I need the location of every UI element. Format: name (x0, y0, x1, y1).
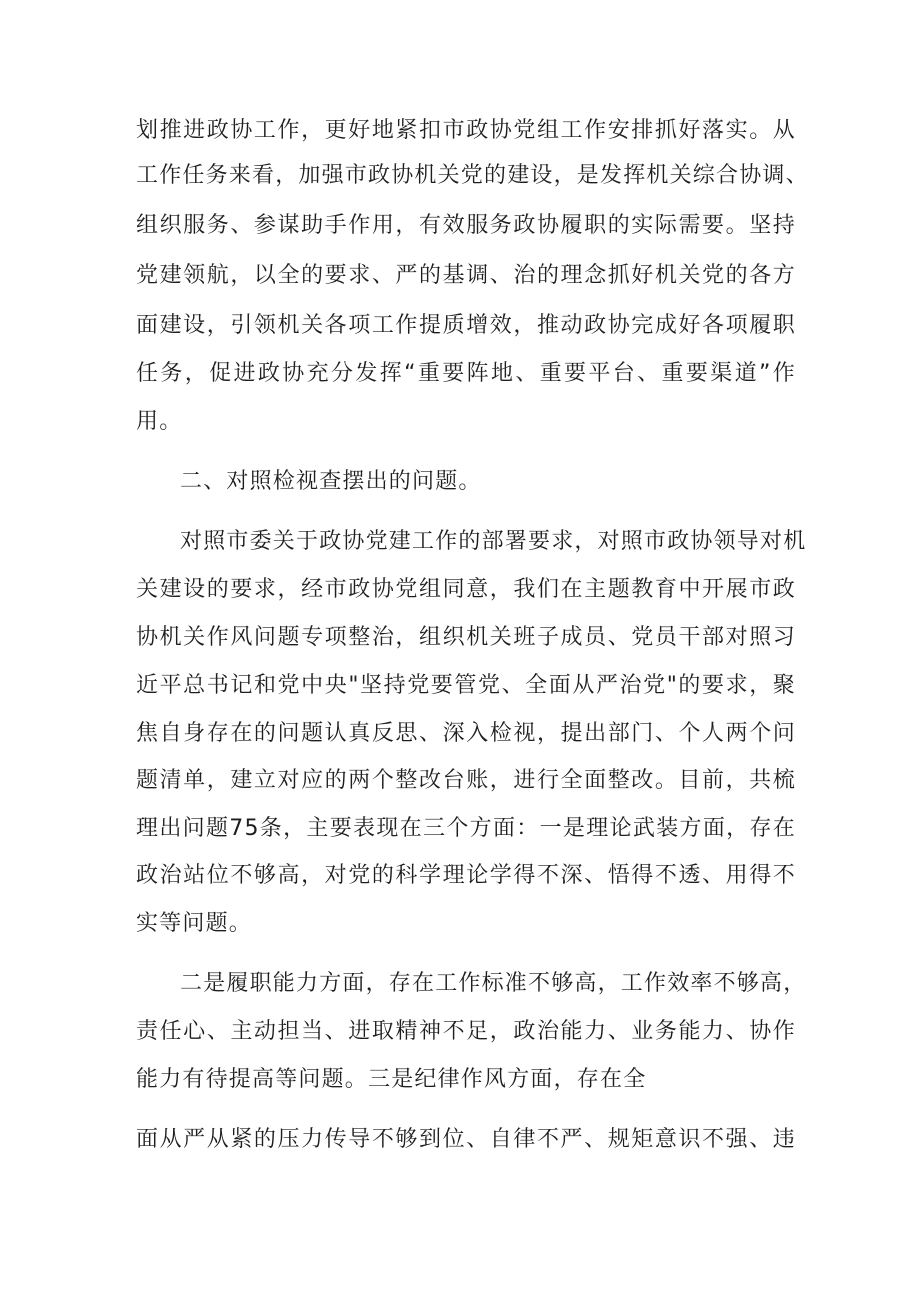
paragraph-3-line-2: 责任心、主动担当、进取精神不足，政治能力、业务能力、协作 (136, 1019, 796, 1044)
paragraph-1-line-3: 组织服务、参谋助手作用，有效服务政协履职的实际需要。坚持 (136, 213, 796, 238)
paragraph-1-line-4: 党建领航，以全的要求、严的基调、治的理念抓好机关党的各方 (136, 263, 796, 288)
paragraph-2-line-6: 题清单，建立对应的两个整改台账，进行全面整改。目前，共梳 (136, 768, 796, 793)
paragraph-2-line-1: 对照市委关于政协党建工作的部署要求，对照市政协领导对机 (180, 529, 807, 554)
paragraph-3-line-3: 能力有待提高等问题。三是纪律作风方面，存在全 (136, 1067, 647, 1092)
paragraph-3-line-1: 二是履职能力方面，存在工作标准不够高，工作效率不够高， (180, 971, 807, 996)
paragraph-1-line-5: 面建设，引领机关各项工作提质增效，推动政协完成好各项履职 (136, 313, 796, 338)
paragraph-2-line-2: 关建设的要求，经市政协党组同意，我们在主题教育中开展市政 (136, 577, 796, 602)
paragraph-2-line-8: 政治站位不够高，对党的科学理论学得不深、悟得不透、用得不 (136, 863, 796, 888)
paragraph-3-line-4: 面从严从紧的压力传导不够到位、自律不严、规矩意识不强、违 (136, 1127, 796, 1152)
section-heading: 二、对照检视查摆出的问题。 (180, 469, 482, 494)
paragraph-1-line-2: 工作任务来看，加强市政协机关党的建设，是发挥机关综合协调、 (136, 163, 809, 188)
paragraph-1-line-6: 任务，促进政协充分发挥“重要阵地、重要平台、重要渠道”作 (136, 361, 796, 386)
paragraph-2-line-5: 焦自身存在的问题认真反思、深入检视，提出部门、个人两个问 (136, 721, 796, 746)
paragraph-2-line-9: 实等问题。 (136, 911, 253, 936)
paragraph-1-line-7: 用。 (136, 409, 183, 434)
paragraph-2-line-7: 理出问题75条，主要表现在三个方面：一是理论武装方面，存在 (136, 816, 796, 841)
paragraph-2-line-3: 协机关作风问题专项整治，组织机关班子成员、党员干部对照习 (136, 625, 796, 650)
paragraph-2-line-4: 近平总书记和党中央"坚持党要管党、全面从严治党"的要求，聚 (136, 673, 796, 698)
paragraph-1-line-1: 划推进政协工作，更好地紧扣市政协党组工作安排抓好落实。从 (136, 118, 796, 143)
